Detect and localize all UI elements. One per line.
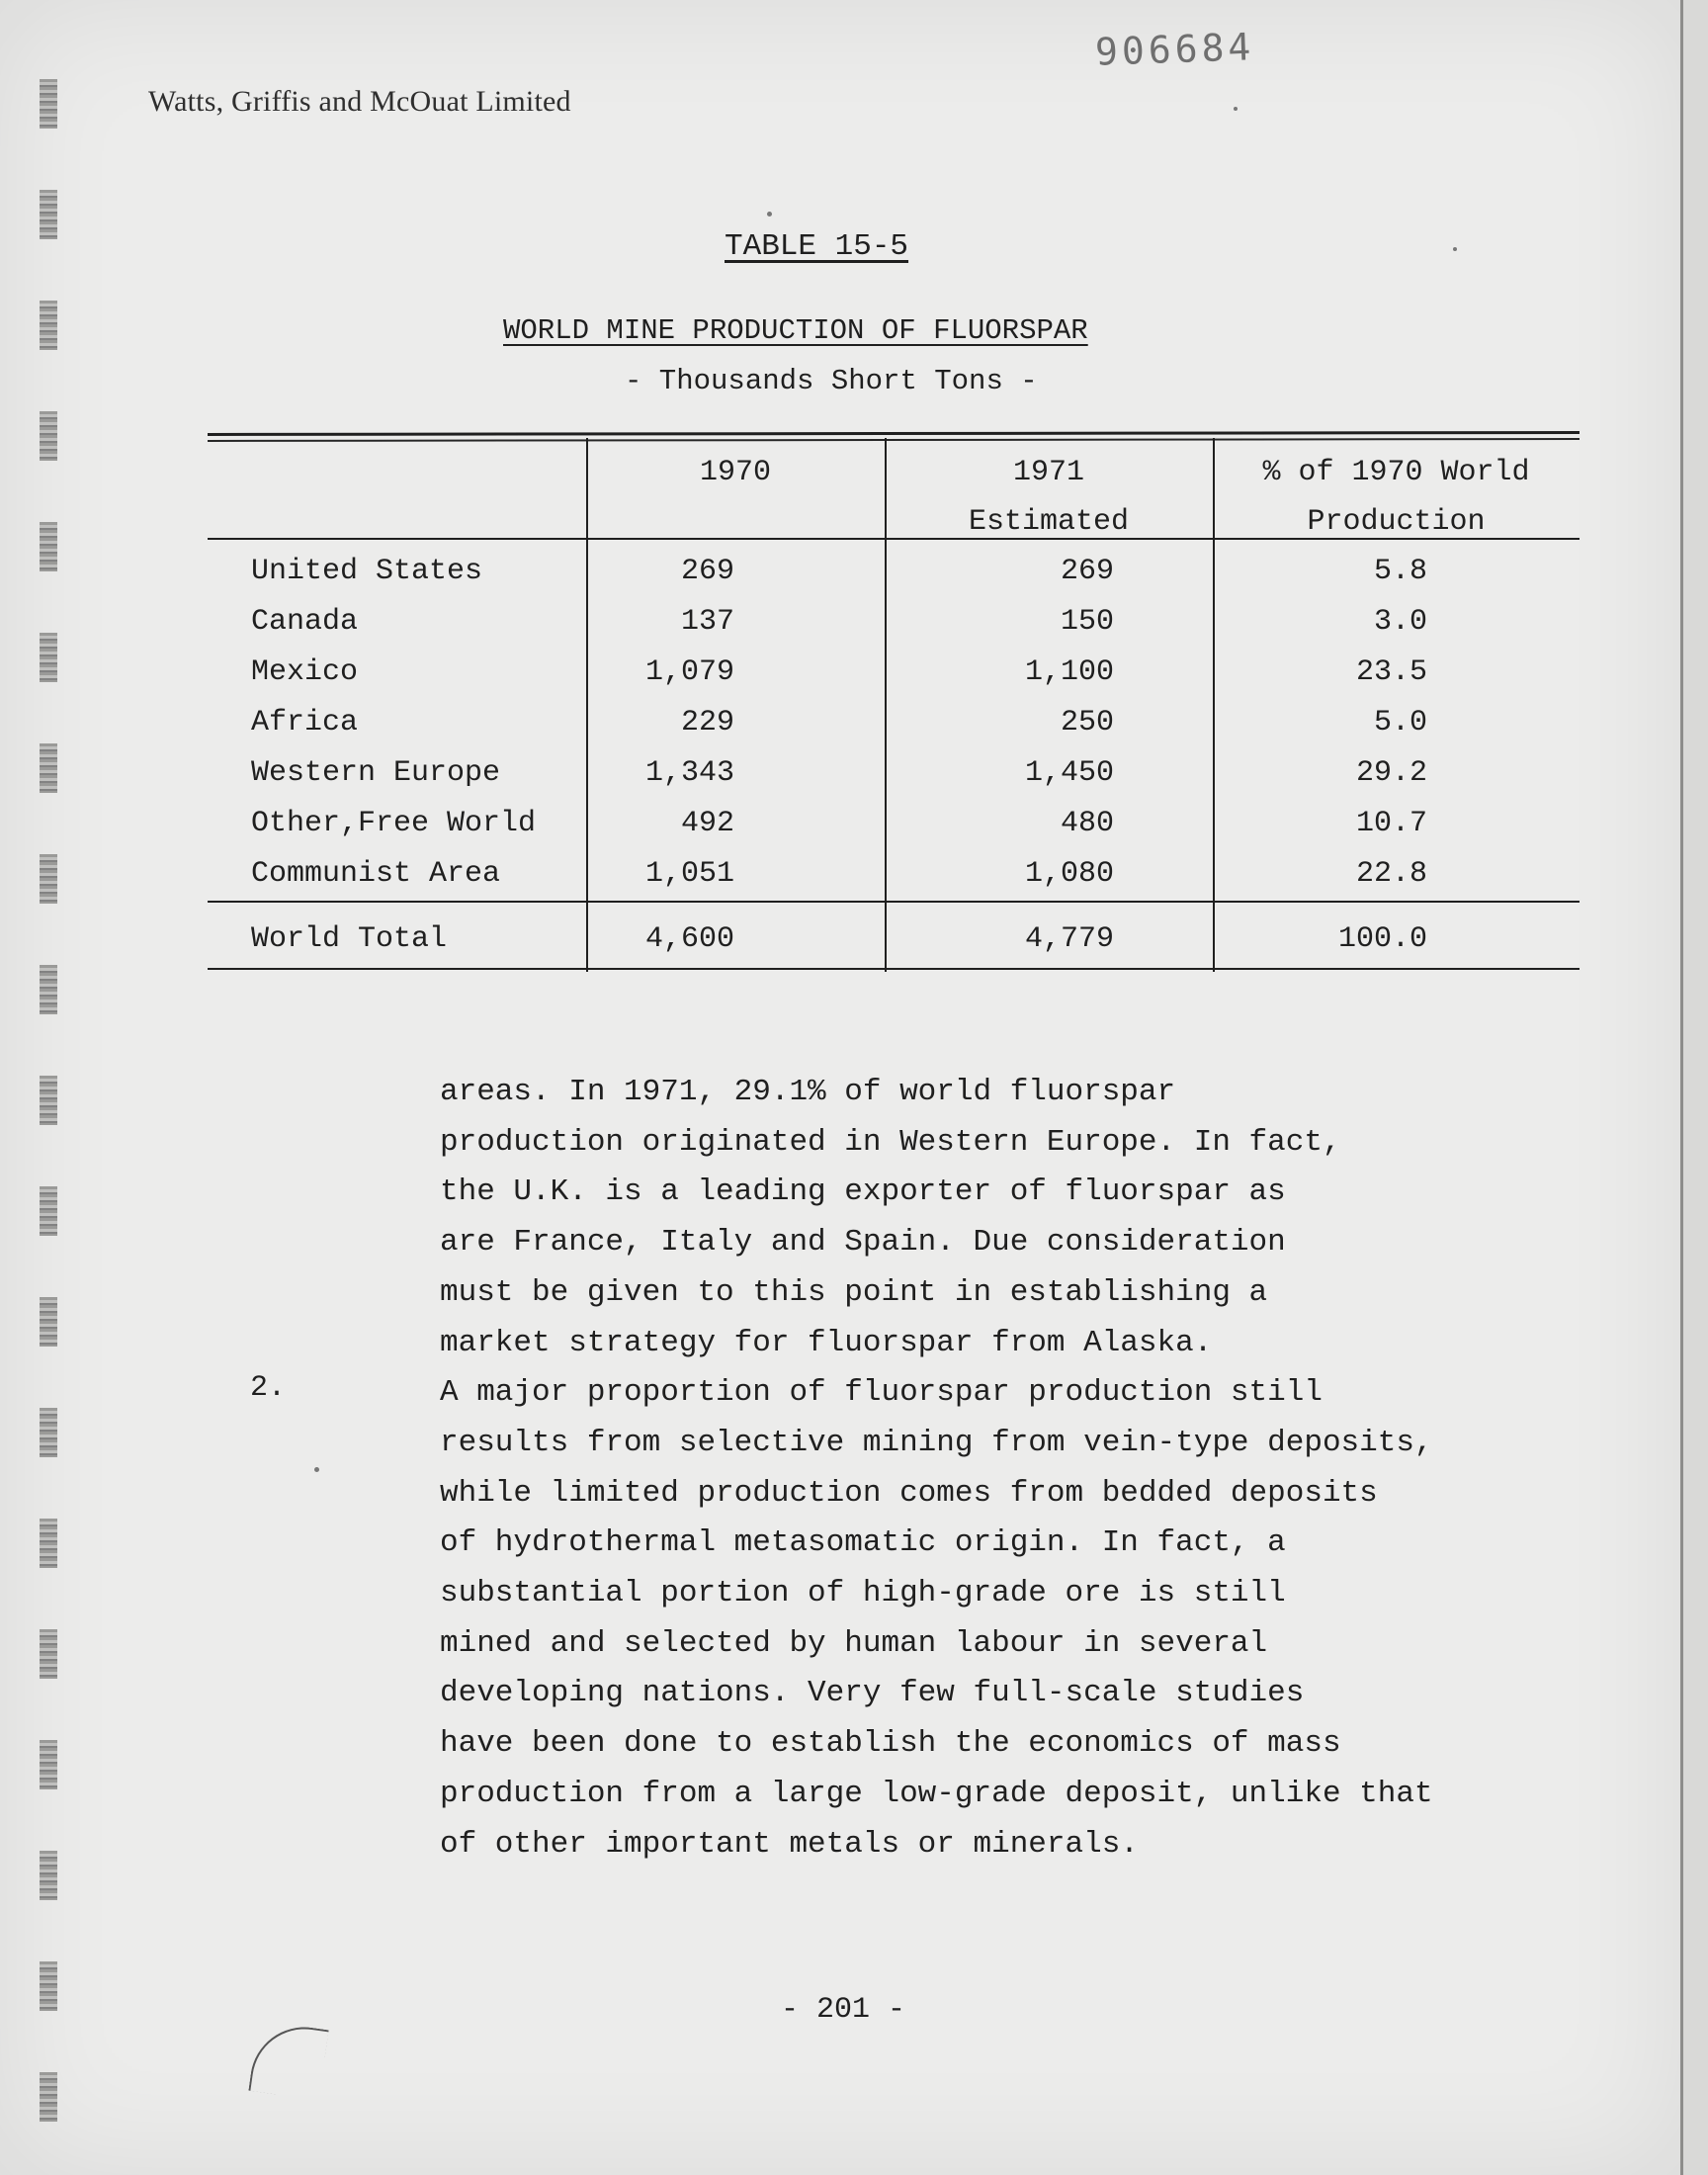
header-1970: 1970 xyxy=(699,456,771,489)
table-row-label: Communist Area xyxy=(251,857,501,891)
binding-hole xyxy=(40,633,57,682)
scan-speck xyxy=(1453,247,1457,251)
table-cell-1970: 229 xyxy=(680,706,734,740)
table-cell-1971: 1,450 xyxy=(1024,756,1114,790)
binding-hole xyxy=(40,1740,57,1789)
table-cell-1970: 1,051 xyxy=(644,857,734,891)
table-cell-1970: 492 xyxy=(680,807,734,840)
table-cell-1971: 480 xyxy=(1060,807,1114,840)
binding-hole xyxy=(40,1851,57,1900)
table-cell-percent: 23.5 xyxy=(1355,655,1427,689)
table-cell-percent: 5.8 xyxy=(1373,555,1427,588)
binding-hole xyxy=(40,190,57,239)
table-cell-1970: 269 xyxy=(680,555,734,588)
table-cell-1971: 150 xyxy=(1060,605,1114,639)
table-cell-1971: 1,100 xyxy=(1024,655,1114,689)
table-cell-1970: 1,079 xyxy=(644,655,734,689)
table-row-label: United States xyxy=(251,555,483,588)
table-row-label: Africa xyxy=(251,706,359,740)
binding-hole xyxy=(40,1961,57,2011)
table-cell-1971: 250 xyxy=(1060,706,1114,740)
table-top-rule-secondary xyxy=(208,438,1580,442)
table-total-label: World Total xyxy=(251,922,448,956)
table-units: - Thousands Short Tons - xyxy=(625,365,1038,397)
table-total-1971: 4,779 xyxy=(1024,922,1114,956)
binding-hole xyxy=(40,965,57,1014)
table-total-rule xyxy=(208,901,1580,903)
binding-hole xyxy=(40,854,57,904)
binding-hole xyxy=(40,1629,57,1679)
page-number: - 201 - xyxy=(781,1993,906,2027)
hand-drawn-mark xyxy=(248,2020,328,2100)
table-total-percent: 100.0 xyxy=(1337,922,1427,956)
table-top-rule xyxy=(208,431,1580,436)
table-cell-1970: 1,343 xyxy=(644,756,734,790)
table-cell-percent: 5.0 xyxy=(1373,706,1427,740)
table-title: WORLD MINE PRODUCTION OF FLUORSPAR xyxy=(503,314,1088,347)
table-cell-percent: 3.0 xyxy=(1373,605,1427,639)
production-table xyxy=(208,428,1580,972)
table-column-divider xyxy=(586,438,588,972)
binding-hole xyxy=(40,1408,57,1457)
header-percent-world: % of 1970 World xyxy=(1262,456,1530,489)
header-1971: 1971 xyxy=(1012,456,1084,489)
document-stamp-number: 906684 xyxy=(1094,25,1255,74)
scan-speck xyxy=(314,1467,319,1472)
table-total-1970: 4,600 xyxy=(644,922,734,956)
table-cell-percent: 29.2 xyxy=(1355,756,1427,790)
header-estimated: Estimated xyxy=(968,505,1130,539)
binding-hole xyxy=(40,1076,57,1125)
binding-holes xyxy=(26,79,75,2135)
table-cell-percent: 22.8 xyxy=(1355,857,1427,891)
company-letterhead: Watts, Griffis and McOuat Limited xyxy=(148,85,571,118)
table-row-label: Other,Free World xyxy=(251,807,537,840)
scan-speck xyxy=(1234,107,1238,111)
binding-hole xyxy=(40,1186,57,1236)
binding-hole xyxy=(40,301,57,350)
table-row-label: Mexico xyxy=(251,655,359,689)
binding-hole xyxy=(40,2072,57,2122)
scan-speck xyxy=(767,212,772,217)
binding-hole xyxy=(40,743,57,793)
item-number: 2. xyxy=(250,1371,287,1405)
binding-hole xyxy=(40,79,57,129)
table-cell-1971: 1,080 xyxy=(1024,857,1114,891)
binding-hole xyxy=(40,522,57,571)
binding-hole xyxy=(40,1519,57,1568)
body-paragraph: areas. In 1971, 29.1% of world fluorspar production originated in Western Europe. In fact, the U.K. is a leading exporter of fluorspar as are France, Italy and Spain. Due consideration must be given to this point in establishing a market strategy for fluorspar from Alaska. A major proportion of fluorspar production still results from selective mining from vein-type deposits, while limited production comes from bedded deposits of hydrothermal metasomatic origin. In fact, a substantial portion of high-grade ore is still mined and selected by human labour in several developing nations. Very few full-scale studies have been done to establish the economics of mass production from a large low-grade deposit, unlike that of other important metals or minerals. xyxy=(440,1075,1433,1862)
binding-hole xyxy=(40,411,57,461)
binding-hole xyxy=(40,1297,57,1347)
header-production: Production xyxy=(1307,505,1486,539)
table-bottom-rule xyxy=(208,968,1580,970)
table-cell-1970: 137 xyxy=(680,605,734,639)
table-cell-1971: 269 xyxy=(1060,555,1114,588)
table-cell-percent: 10.7 xyxy=(1355,807,1427,840)
table-row-label: Western Europe xyxy=(251,756,501,790)
table-row-label: Canada xyxy=(251,605,359,639)
table-number: TABLE 15-5 xyxy=(725,229,909,264)
